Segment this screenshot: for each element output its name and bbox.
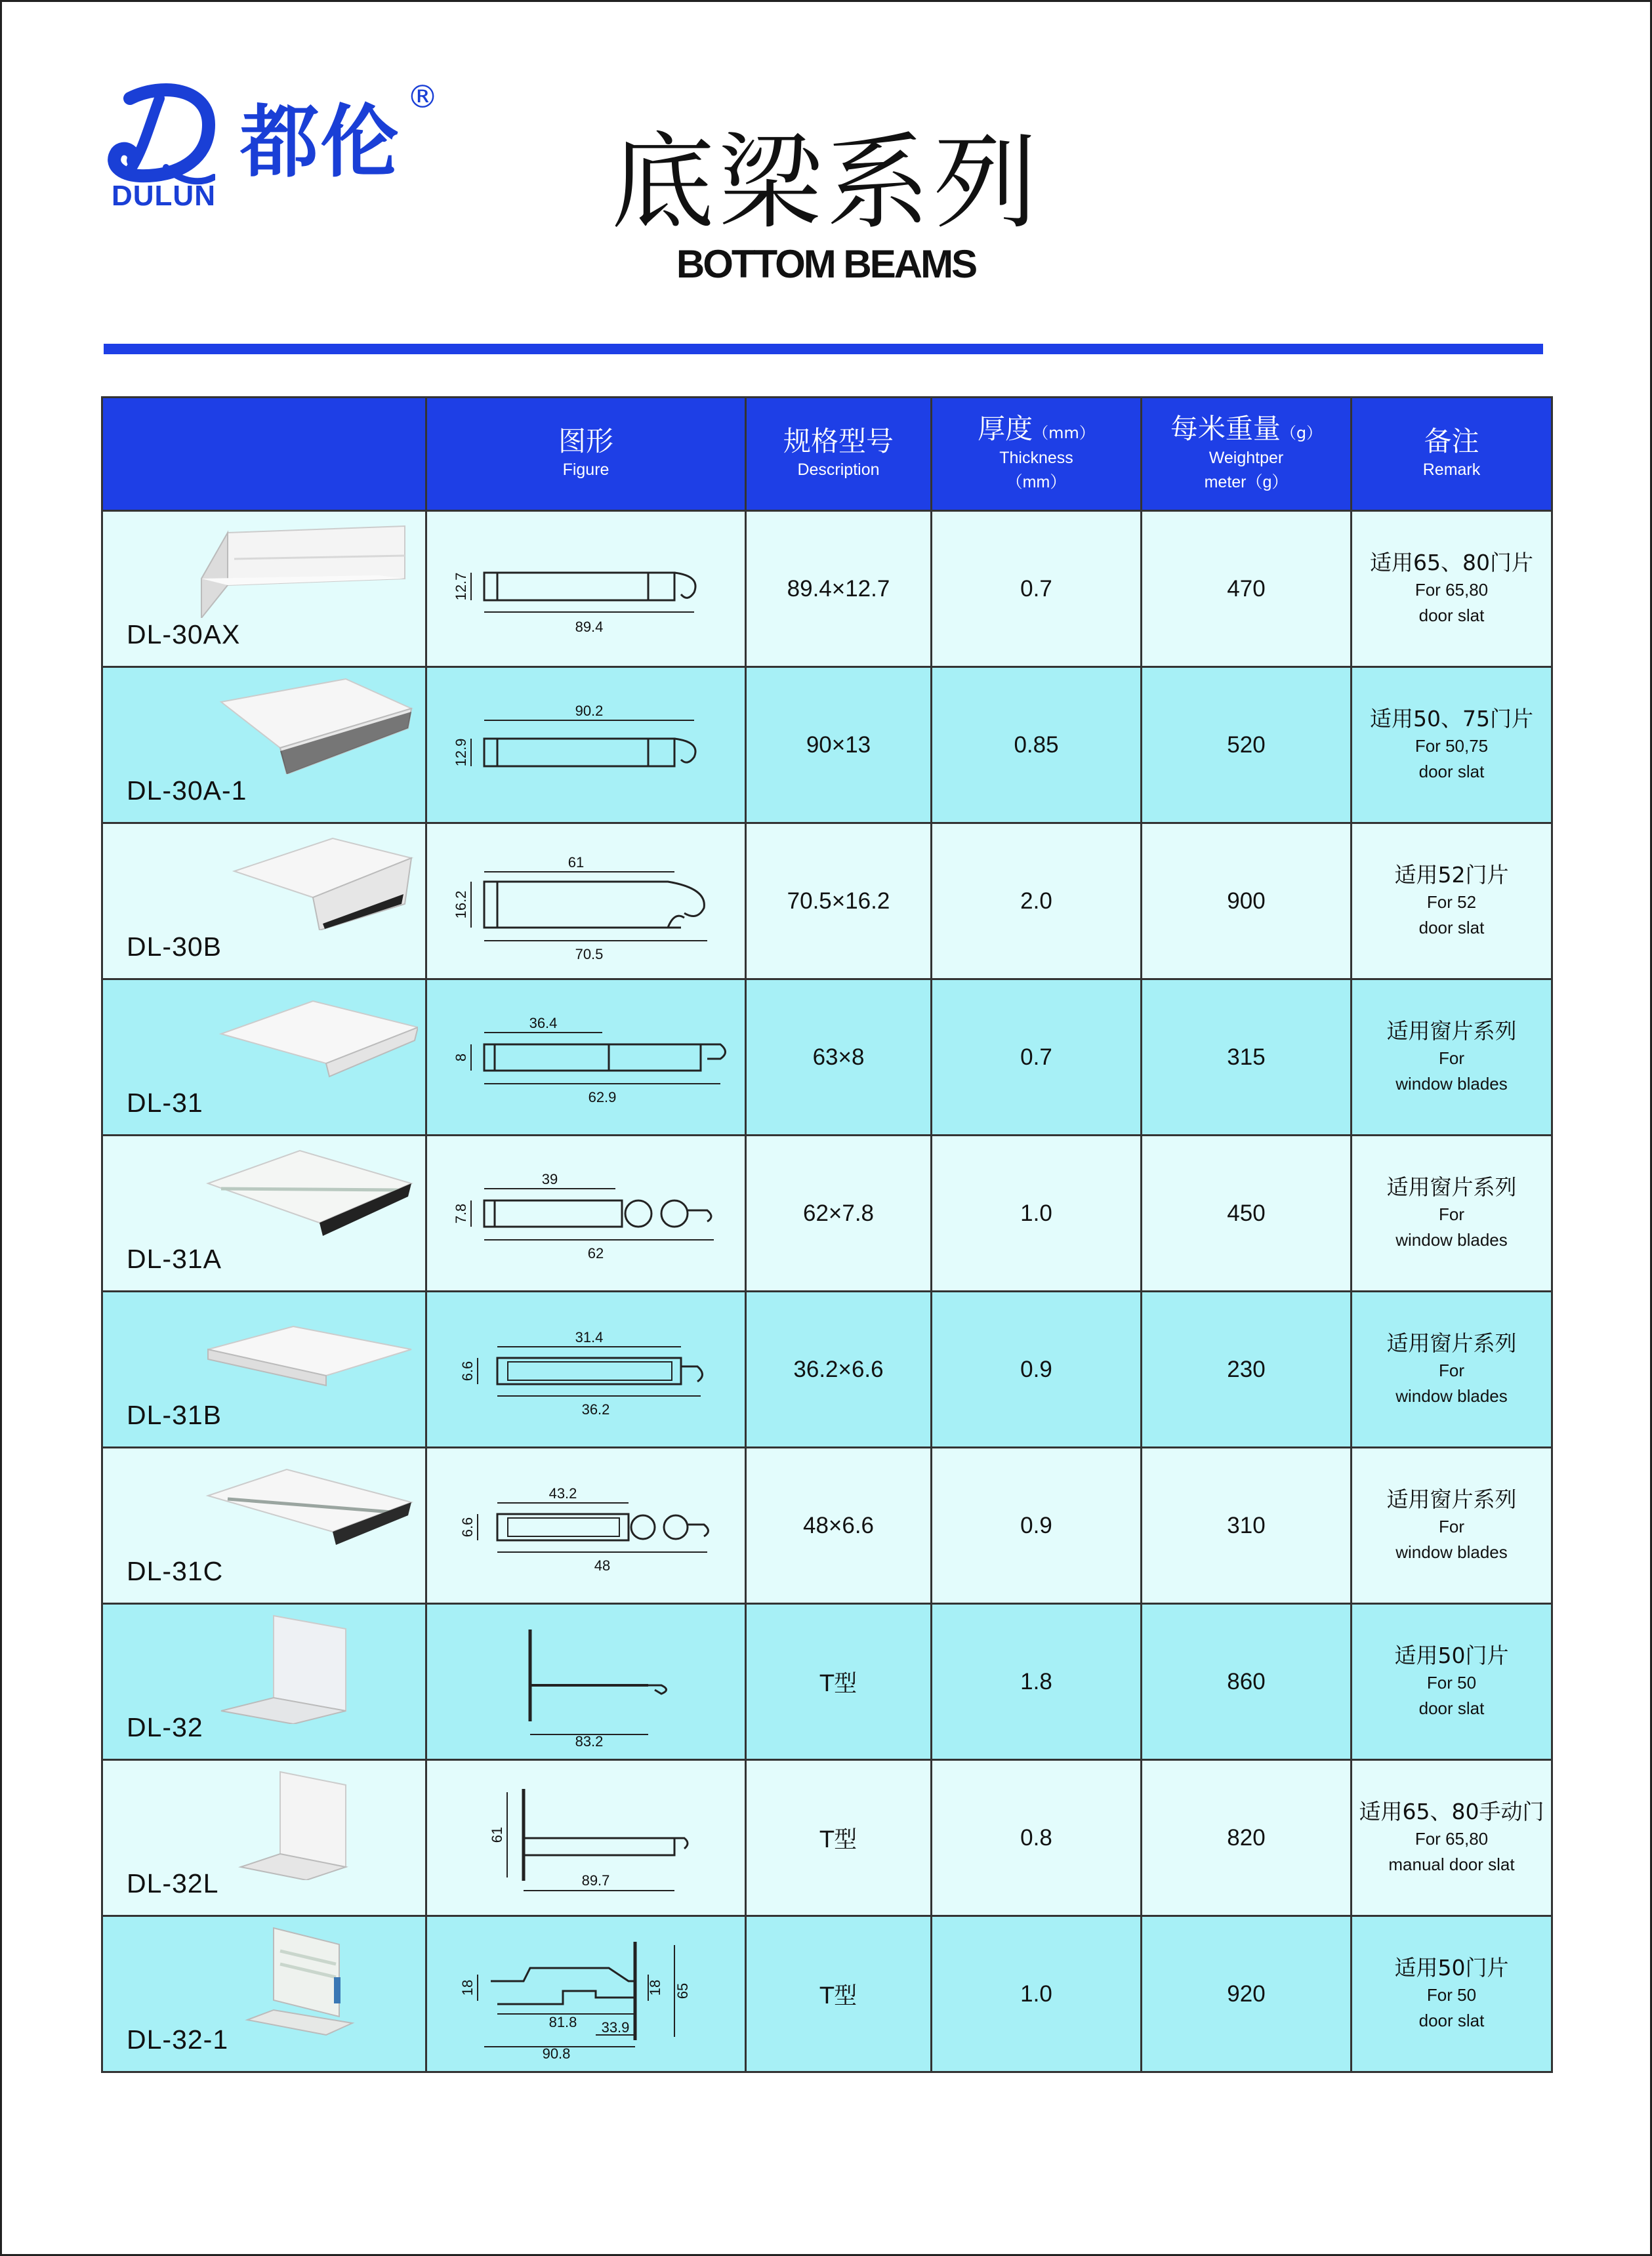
product-photo [182,676,418,774]
svg-text:83.2: 83.2 [575,1733,604,1748]
table-row [102,1448,1552,1604]
profile-drawing [432,992,740,1123]
model-code: DL-31 [127,1088,203,1118]
figure-cell [426,1448,746,1604]
header-thickness: 厚度（mm） Thickness （mm） [932,398,1142,511]
model-cell [102,823,426,979]
svg-text:39: 39 [541,1170,558,1187]
description-cell: 89.4×12.7 [746,511,932,667]
model-cell [102,667,426,823]
model-cell [102,1604,426,1760]
svg-text:7.8: 7.8 [453,1203,469,1223]
brand-name-cn: 都伦 [240,97,400,188]
remark-cell: 适用窗片系列 For window blades [1352,979,1552,1136]
weight-cell: 820 [1142,1760,1352,1916]
table-row [102,1916,1552,2072]
model-code: DL-30A-1 [127,775,247,806]
profile-drawing [432,1773,740,1904]
thickness-cell: 2.0 [932,823,1142,979]
thickness-cell: 0.9 [932,1448,1142,1604]
table-row [102,1760,1552,1916]
model-code: DL-31C [127,1556,224,1586]
profile-drawing [432,680,740,811]
description-cell: 70.5×16.2 [746,823,932,979]
svg-text:36.4: 36.4 [529,1014,558,1031]
thickness-cell: 1.0 [932,1916,1142,2072]
product-photo [182,1300,418,1399]
page-title-en: BOTTOM BEAMS [676,242,976,286]
weight-cell: 310 [1142,1448,1352,1604]
weight-cell: 900 [1142,823,1352,979]
header-model [102,398,426,511]
svg-text:31.4: 31.4 [575,1328,604,1345]
model-cell [102,511,426,667]
product-photo [182,1144,418,1242]
svg-text:8: 8 [453,1053,469,1061]
model-cell [102,1760,426,1916]
thickness-cell: 0.85 [932,667,1142,823]
model-code: DL-31B [127,1400,222,1430]
header-remark: 备注 Remark [1352,398,1552,511]
remark-cell: 适用65、80门片 For 65,80 door slat [1352,511,1552,667]
figure-cell [426,667,746,823]
weight-cell: 860 [1142,1604,1352,1760]
product-photo [182,1456,418,1555]
remark-cell: 适用窗片系列 For window blades [1352,1292,1552,1448]
remark-cell: 适用65、80手动门 For 65,80 manual door slat [1352,1760,1552,1916]
svg-text:6.6: 6.6 [459,1517,476,1537]
weight-cell: 230 [1142,1292,1352,1448]
table-row [102,823,1552,979]
figure-cell [426,1760,746,1916]
table-row [102,1136,1552,1292]
profile-drawing [432,1460,740,1591]
thickness-cell: 0.7 [932,511,1142,667]
remark-cell: 适用窗片系列 For window blades [1352,1448,1552,1604]
figure-cell [426,823,746,979]
description-cell: 62×7.8 [746,1136,932,1292]
svg-text:12.7: 12.7 [453,572,469,600]
remark-cell: 适用50、75门片 For 50,75 door slat [1352,667,1552,823]
thickness-cell: 0.8 [932,1760,1142,1916]
title-divider [104,344,1543,354]
svg-text:81.8: 81.8 [548,2013,577,2030]
svg-text:33.9: 33.9 [601,2019,630,2036]
figure-cell [426,1292,746,1448]
figure-cell [426,1604,746,1760]
thickness-cell: 1.0 [932,1136,1142,1292]
model-cell [102,1136,426,1292]
header-description: 规格型号 Description [746,398,932,511]
description-cell: 36.2×6.6 [746,1292,932,1448]
svg-text:18: 18 [459,1979,476,1996]
weight-cell: 450 [1142,1136,1352,1292]
weight-cell: 520 [1142,667,1352,823]
svg-text:12.9: 12.9 [453,738,469,766]
product-photo [182,520,418,618]
table-header-row [102,398,1552,511]
weight-cell: 315 [1142,979,1352,1136]
model-code: DL-30B [127,932,222,962]
model-code: DL-32-1 [127,2024,229,2055]
header-weight: 每米重量（g） Weightper meter（g） [1142,398,1352,511]
model-cell [102,1292,426,1448]
brand-name-en: DULUN [112,180,216,212]
figure-cell [426,1916,746,2072]
thickness-cell: 0.7 [932,979,1142,1136]
registered-mark: ® [407,79,438,115]
svg-text:6.6: 6.6 [459,1361,476,1381]
thickness-cell: 1.8 [932,1604,1142,1760]
svg-text:36.2: 36.2 [581,1401,610,1418]
header-figure: 图形 Figure [426,398,746,511]
svg-text:48: 48 [594,1557,611,1574]
svg-text:18: 18 [647,1979,663,1996]
table-row [102,511,1552,667]
svg-text:16.2: 16.2 [453,890,469,918]
weight-cell: 920 [1142,1916,1352,2072]
model-cell [102,1448,426,1604]
profile-drawing [432,523,740,655]
remark-cell: 适用50门片 For 50 door slat [1352,1604,1552,1760]
figure-cell [426,979,746,1136]
table-row [102,1604,1552,1760]
product-photo [182,1925,418,2036]
product-photo [182,1612,418,1724]
table-row [102,667,1552,823]
svg-text:43.2: 43.2 [548,1485,577,1502]
svg-text:62: 62 [587,1244,604,1261]
svg-text:61: 61 [568,853,585,871]
model-code: DL-32 [127,1712,203,1742]
description-cell: 48×6.6 [746,1448,932,1604]
model-code: DL-30AX [127,619,241,649]
description-cell: T型 [746,1604,932,1760]
product-photo [182,1769,418,1880]
profile-drawing [432,1304,740,1435]
profile-drawing [432,1929,740,2060]
product-table [101,396,1553,2073]
profile-drawing [432,1616,740,1748]
description-cell: 90×13 [746,667,932,823]
weight-cell: 470 [1142,511,1352,667]
product-photo [182,832,418,930]
svg-text:70.5: 70.5 [575,945,604,962]
svg-text:65: 65 [674,1982,691,1999]
svg-text:90.8: 90.8 [542,2045,571,2060]
profile-drawing [432,836,740,967]
remark-cell: 适用窗片系列 For window blades [1352,1136,1552,1292]
figure-cell [426,1136,746,1292]
svg-text:62.9: 62.9 [588,1088,617,1105]
page-title-cn: 底梁系列 [611,123,1041,243]
svg-text:90.2: 90.2 [575,702,604,719]
table-row [102,979,1552,1136]
remark-cell: 适用50门片 For 50 door slat [1352,1916,1552,2072]
profile-drawing [432,1148,740,1279]
model-code: DL-32L [127,1868,219,1898]
description-cell: T型 [746,1760,932,1916]
product-photo [182,988,418,1086]
svg-text:89.4: 89.4 [575,618,604,635]
svg-text:89.7: 89.7 [581,1872,610,1889]
model-cell [102,1916,426,2072]
description-cell: T型 [746,1916,932,2072]
model-code: DL-31A [127,1244,222,1274]
svg-text:61: 61 [489,1826,505,1843]
model-cell [102,979,426,1136]
table-row [102,1292,1552,1448]
figure-cell [426,511,746,667]
thickness-cell: 0.9 [932,1292,1142,1448]
description-cell: 63×8 [746,979,932,1136]
remark-cell: 适用52门片 For 52 door slat [1352,823,1552,979]
